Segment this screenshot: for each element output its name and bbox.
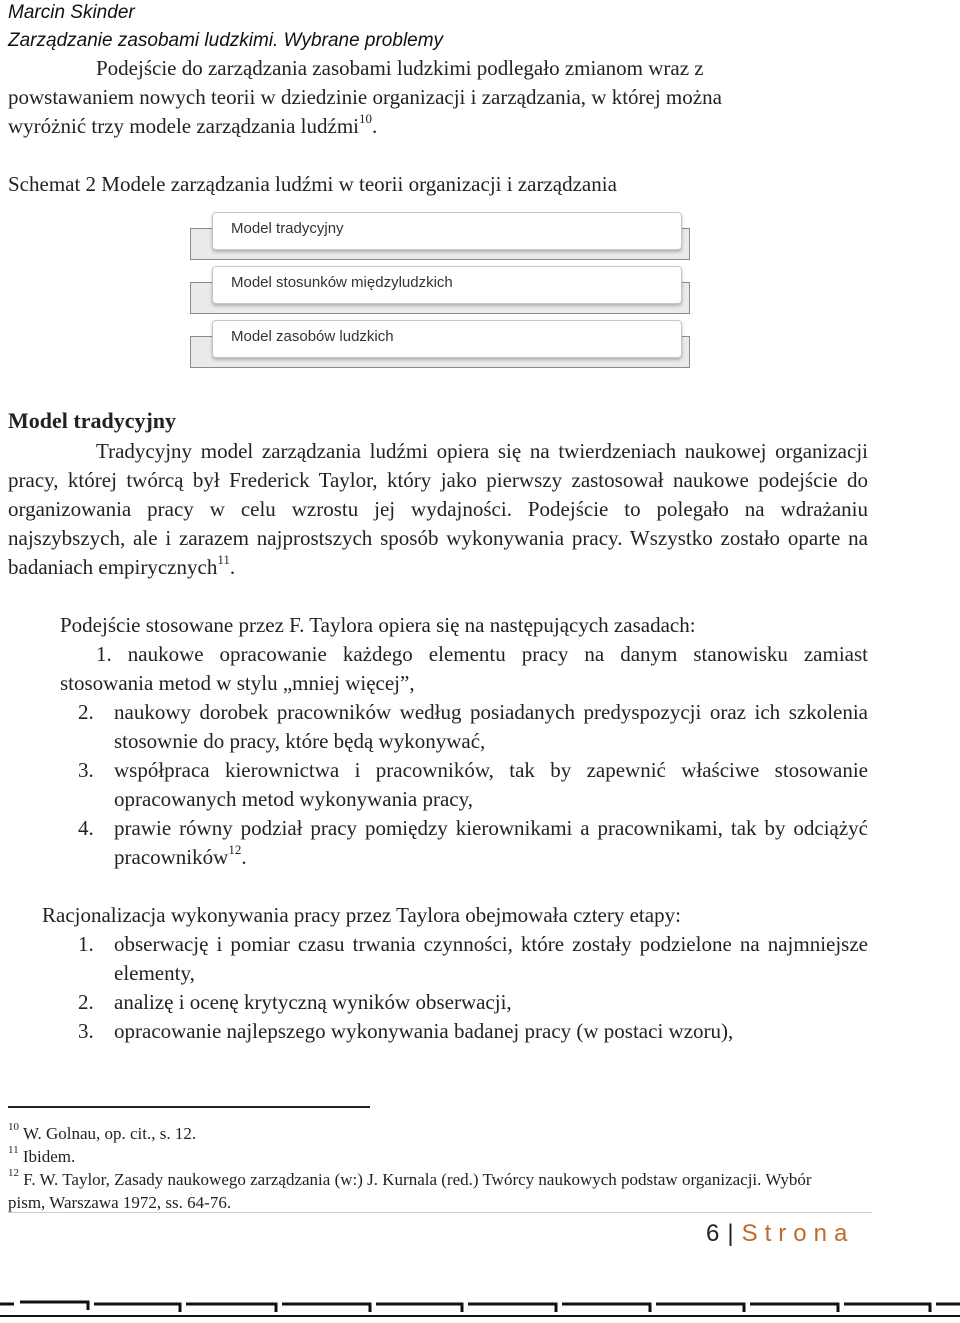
schema-caption: Schemat 2 Modele zarządzania ludźmi w teorii organizacji i zarządzania [8,172,617,196]
principle-1-num: 1. [96,642,112,666]
footnote-10-text: W. Golnau, op. cit., s. 12. [22,1124,197,1143]
principle-4-num: 4. [78,816,94,840]
diagram-box-interpersonal: Model stosunków międzyludzkich [212,266,682,304]
header-author: Marcin Skinder [8,2,135,23]
principle-2-text: naukowy dorobek pracowników według posiadanych predyspozycji oraz ich szkolenia stosownie do pracy, które będą wykonywać, [114,700,868,753]
stage-2-num: 2. [78,990,94,1014]
section-paragraph-1-text: Tradycyjny model zarządzania ludźmi opiera się na twierdzeniach naukowej organizacji pracy, której twórcą był Frederick Taylor, który jako pierwszy zastosował naukowe podejście do organizowania pracy w celu wzrostu jej wydajności. Podejście to polegało na wdrażaniu najszybszych, ale i zarazem najprostszych sposób wykonywania pracy. Wszystko zostało oparte na badaniach empirycznych [8,439,868,579]
models-diagram [190,210,690,370]
stage-3-text: opracowanie najlepszego wykonywania badanej pracy (w postaci wzoru), [114,1019,734,1043]
diagram-box-human-resources: Model zasobów ludzkich [212,320,682,358]
intro-line-3-text: wyróżnić trzy modele zarządzania ludźmi [8,114,359,138]
footnote-ref-12: 12 [228,842,242,857]
footnote-ref-10: 10 [359,111,372,126]
footnote-11 [8,1145,75,1168]
stage-3-num: 3. [78,1019,94,1043]
stage-1-text: obserwację i pomiar czasu trwania czynności, które zostały podzielone na najmniejsze elementy, [114,932,868,985]
stage-2-text: analizę i ocenę krytyczną wyników obserwacji, [114,990,512,1014]
page-number-value: 6 [706,1220,720,1247]
diagram-box-traditional: Model tradycyjny [212,212,682,250]
footnote-10-num: 10 [8,1121,19,1134]
intro-line-2: powstawaniem nowych teorii w dziedzinie organizacji i zarządzania, w której można [8,85,722,109]
intro-line-1: Podejście do zarządzania zasobami ludzkimi podlegało zmianom wraz z [96,56,704,80]
footnote-12-text: F. W. Taylor, Zasady naukowego zarządzania (w:) J. Kurnala (red.) Twórcy naukowych podstaw organizacji. Wybór pism, Warszawa 1972, ss. 64-76. [8,1170,812,1212]
principle-3-num: 3. [78,758,94,782]
page-number [706,1220,854,1248]
footnote-separator [8,1106,370,1108]
footnote-12-num: 12 [8,1167,19,1180]
footnote-ref-11: 11 [217,552,230,567]
section-paragraph-3: Racjonalizacja wykonywania pracy przez Taylora obejmowała cztery etapy: [42,903,681,927]
header-title: Zarządzanie zasobami ludzkimi. Wybrane problemy [8,30,444,51]
section-paragraph-1-end: . [229,555,236,579]
footnote-10 [8,1122,196,1145]
principle-4-text [114,814,868,872]
page-label: Strona [741,1220,855,1247]
principle-4-body: prawie równy podział pracy pomiędzy kierownikami a pracownikami, tak by odciążyć pracowników [114,816,868,869]
section-paragraph-2: Podejście stosowane przez F. Taylora opiera się na następujących zasadach: [60,613,696,637]
stage-1-num: 1. [78,932,94,956]
footnote-11-num: 11 [8,1144,19,1157]
section-heading: Model tradycyjny [8,408,177,433]
footnote-12 [8,1168,828,1214]
page-footer-line [8,1212,872,1213]
intro-line-3 [8,112,377,141]
section-paragraph-1 [8,437,868,582]
intro-end: . [372,114,378,138]
principle-3-text: współpraca kierownictwa i pracowników, tak by zapewnić właściwe stosowanie opracowanych metod wykonywania pracy, [114,758,868,811]
footnote-11-text: Ibidem. [22,1147,76,1166]
page-border-decoration [0,1296,960,1320]
principle-1-text: naukowe opracowanie każdego elementu pracy na danym stanowisku zamiast stosowania metod w stylu „mniej więcej”, [60,642,868,695]
principle-2-num: 2. [78,700,94,724]
page-number-separator: | [727,1220,734,1247]
principle-1 [60,640,868,698]
principle-4-end: . [241,845,247,869]
